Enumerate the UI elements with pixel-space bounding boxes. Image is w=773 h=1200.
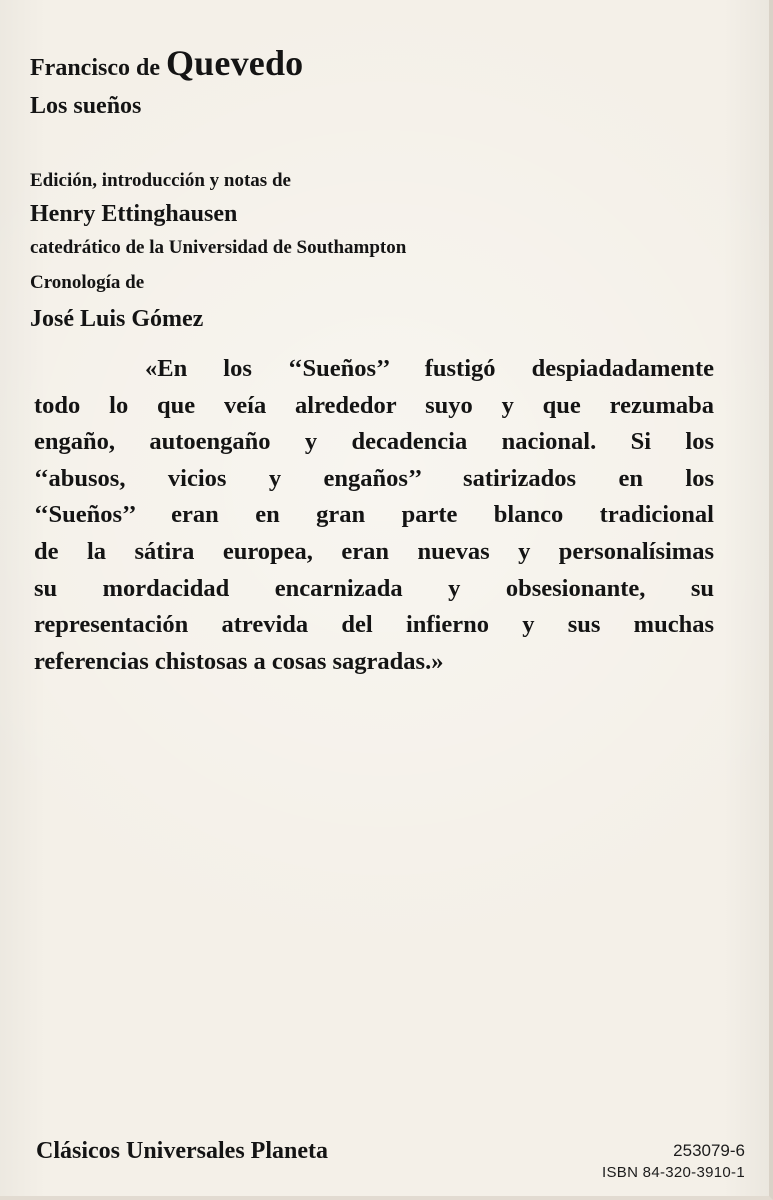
- quote-line: «En los ‘‘Sueños’’ fustigó despiadadamente: [145, 355, 714, 382]
- quote-line: representación atrevida del infierno y sus muchas: [34, 611, 714, 639]
- editor-name: Henry Ettinghausen: [30, 201, 238, 227]
- chronology-author-name: José Luis Gómez: [30, 306, 204, 332]
- isbn-number: ISBN 84-320-3910-1: [602, 1164, 745, 1181]
- chronology-credit-label: Cronología de: [30, 272, 145, 293]
- quote-line: su mordacidad encarnizada y obsesionante, su: [34, 574, 714, 602]
- catalog-number: 253079-6: [673, 1141, 745, 1160]
- author-last-name: Quevedo: [165, 43, 304, 83]
- book-title: Los sueños: [30, 93, 142, 119]
- quote-line: ‘‘abusos, vicios y engaños’’ satirizados en los: [34, 464, 714, 492]
- editor-affiliation: catedrático de la Universidad de Southampton: [30, 237, 407, 258]
- author-first-name: Francisco de: [30, 55, 160, 81]
- edition-credit-label: Edición, introducción y notas de: [30, 170, 291, 191]
- quote-line: todo lo que veía alrededor suyo y que rezumaba: [34, 391, 714, 419]
- quote-line: referencias chistosas a cosas sagradas.»: [34, 647, 444, 675]
- series-name: Clásicos Universales Planeta: [36, 1138, 328, 1164]
- quote-line: engaño, autoengaño y decadencia nacional. Si los: [34, 428, 714, 456]
- quote-line: ‘‘Sueños’’ eran en gran parte blanco tradicional: [34, 501, 714, 529]
- catalog-codes: [602, 1140, 745, 1184]
- blurb-quote: [34, 351, 714, 680]
- quote-line: de la sátira europea, eran nuevas y personalísimas: [34, 537, 714, 565]
- author-line: [30, 44, 729, 84]
